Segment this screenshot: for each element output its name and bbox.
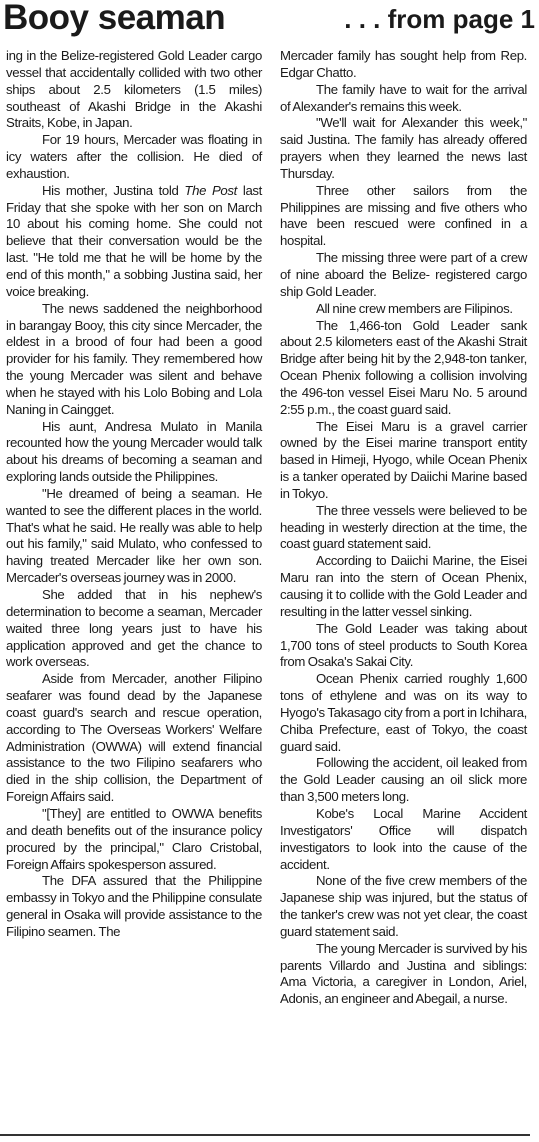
bottom-divider-rule — [0, 1134, 530, 1136]
paragraph: For 19 hours, Mercader was floating in icy waters after the collision. He died of exhaustion. — [6, 132, 262, 181]
paragraph: Mercader family has sought help from Rep. Edgar Chatto. — [280, 48, 527, 80]
paragraph: The news saddened the neighborhood in barangay Booy, this city since Mercader, the eldest in a brood of four had been a good provider for his family. They remembered how the young Mercader was silent and behave when he stayed with his Lolo Bobing and Lola Naning in Caingget. — [6, 300, 262, 417]
paragraph: The missing three were part of a crew of nine aboard the Belize- registered cargo ship Gold Leader. — [280, 250, 527, 299]
paragraph: The family have to wait for the arrival of Alexander's remains this week. — [280, 81, 527, 114]
paragraph: Kobe's Local Marine Accident Investigators' Office will dispatch investigators to look into the cause of the accident. — [280, 805, 527, 872]
paragraph-text: His mother, Justina told — [42, 182, 185, 198]
paragraph: Following the accident, oil leaked from the Gold Leader causing an oil slick more than 3,500 meters long. — [280, 755, 527, 805]
paragraph: "He dreamed of being a seaman. He wanted to see the different places in the world. That's what he said. He really was able to help out his family," said Mulato, who confessed to having treated Mercader like her own son. Mercader's overseas journey was in 2000. — [6, 485, 262, 586]
paragraph: None of the five crew members of the Japanese ship was injured, but the status of the tanker's crew was not yet clear, the coast guard statement said. — [280, 873, 527, 939]
article-headline — [0, 0, 539, 44]
paragraph: The Gold Leader was taking about 1,700 tons of steel products to South Korea from Osaka's Sakai City. — [280, 620, 527, 670]
headline-title: Booy seaman — [3, 0, 226, 37]
paragraph: His aunt, Andresa Mulato in Manila recounted how the young Mercader would talk about his dreams of becoming a seaman and exploring lands outside the Philippines. — [6, 418, 262, 485]
paragraph — [6, 183, 262, 301]
paragraph: Three other sailors from the Philippines are missing and five others who have been rescued were confined in a hospital. — [280, 182, 527, 249]
paragraph: Ocean Phenix carried roughly 1,600 tons of ethylene and was on its way to Hyogo's Takasago city from a port in Ichihara, Chiba Prefecture, east of Tokyo, the coast guard said. — [280, 671, 527, 754]
paragraph: "We'll wait for Alexander this week," said Justina. The family has already offered prayers when they learned the news last Thursday. — [280, 115, 527, 181]
paragraph: The 1,466-ton Gold Leader sank about 2.5 kilometers east of the Akashi Strait Bridge after being hit by the 2,948-ton tanker, Ocean Phenix following a collision involving the 496-ton vessel Eisei Maru No. 5 around 2:55 p.m., the coast guard said. — [280, 317, 527, 417]
article-column-right — [280, 48, 527, 1008]
paragraph: All nine crew members are Filipinos. — [316, 300, 513, 316]
article-column-left — [6, 48, 262, 941]
paragraph: ing in the Belize-registered Gold Leader cargo vessel that accidentally collided with two other ships about 2.5 kilometers (1.5 miles) southeast of Akashi Bridge in the Akashi Straits, Kobe, in Japan. — [6, 48, 262, 131]
paragraph: "[They] are entitled to OWWA benefits and death benefits out of the insurance policy procured by the principal," Claro Cristobal, Foreign Affairs spokesperson assured. — [6, 805, 262, 872]
paragraph: Aside from Mercader, another Filipino seafarer was found dead by the Japanese coast guard's search and rescue operation, according to The Overseas Workers' Welfare Administration (OWWA) will extend financial assistance to the two Filipino seafarers who died in the ship collision, the Department of Foreign Affairs said. — [6, 671, 262, 805]
paragraph: The DFA assured that the Philippine embassy in Tokyo and the Philippine consulate general in Osaka will provide assistance to the Filipino seamen. The — [6, 873, 262, 939]
paragraph: The three vessels were believed to be heading in westerly direction at the time, the coast guard statement said. — [280, 502, 527, 552]
paragraph-text: last Friday that she spoke with her son on March 10 about his coming home. She could not believe that their conversation would be the last. "He told me that he will be home by the end of this month," a sobbing Justina said, her voice breaking. — [6, 182, 262, 299]
newspaper-name: The Post — [184, 182, 237, 198]
paragraph: The young Mercader is survived by his parents Villardo and Justina and siblings: Ama Victoria, a caregiver in London, Ariel, Adonis, an engineer and Abegail, a nurse. — [280, 940, 527, 1007]
headline-jump-line: . . . from page 1 — [344, 4, 535, 34]
paragraph: The Eisei Maru is a gravel carrier owned by the Eisei marine transport entity based in Himeji, Hyogo, while Ocean Phenix is a tanker operated by Daiichi Marine based in Tokyo. — [280, 418, 527, 501]
paragraph: She added that in his nephew's determination to become a seaman, Mercader waited three long years just to have his application approved and get the chance to work overseas. — [6, 587, 262, 670]
paragraph: According to Daiichi Marine, the Eisei Maru ran into the stern of Ocean Phenix, causing it to collide with the Gold Leader and resulting in the latter vessel sinking. — [280, 553, 527, 619]
